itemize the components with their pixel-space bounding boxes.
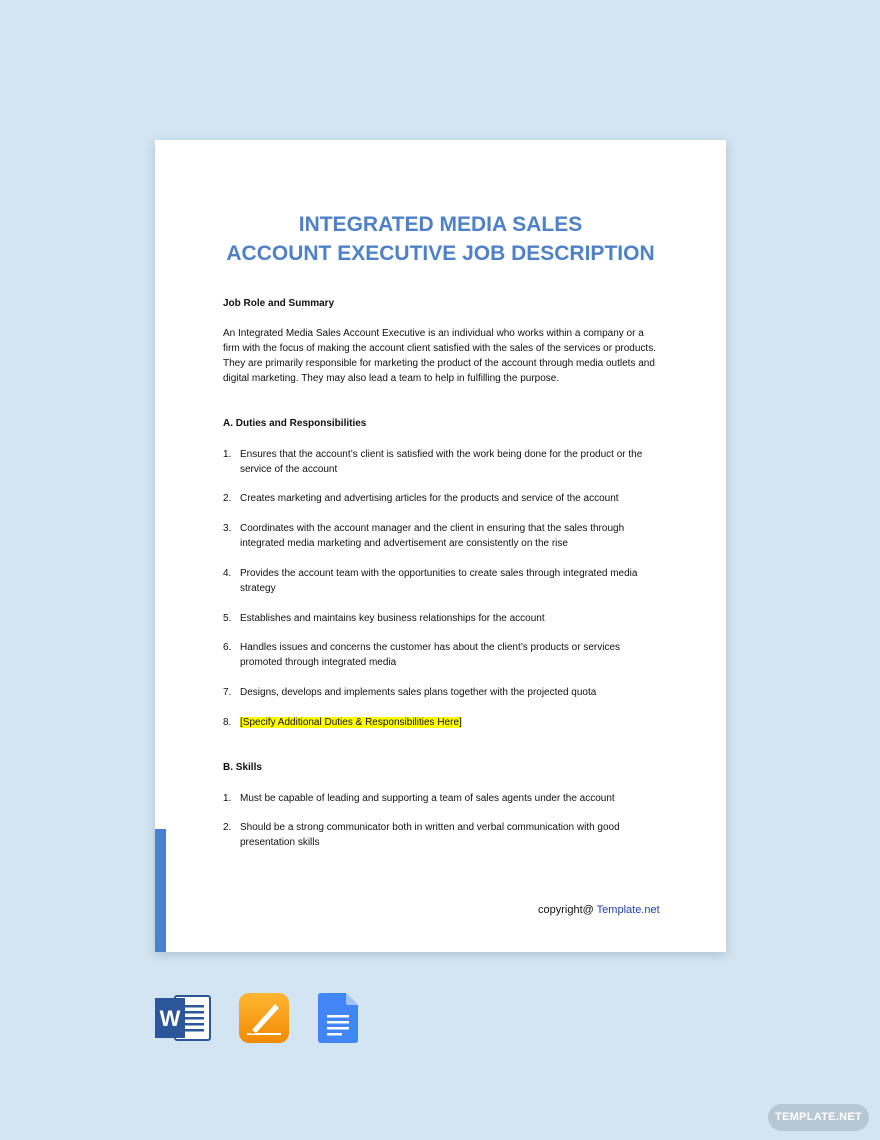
duty-text: Creates marketing and advertising articles for the products and service of the account	[240, 493, 619, 504]
copyright-notice	[538, 904, 660, 916]
template-net-badge[interactable]: TEMPLATE.NET	[768, 1104, 869, 1131]
duty-text: Designs, develops and implements sales plans together with the projected quota	[240, 687, 597, 698]
document-page	[155, 140, 726, 952]
document-title	[155, 210, 726, 268]
duty-number: 1.	[223, 449, 232, 460]
title-line-1: INTEGRATED MEDIA SALES	[298, 213, 583, 236]
duty-text: Coordinates with the account manager and the client in ensuring that the sales through integrated media marketing and advertisement are consistently on the rise	[240, 523, 625, 549]
duty-text: Handles issues and concerns the customer has about the client’s products or services promoted through integrated media	[240, 642, 621, 668]
skill-number: 1.	[223, 793, 232, 804]
template-net-link[interactable]: Template.net	[596, 904, 660, 916]
highlighted-placeholder-text: [Specify Additional Duties & Responsibilities Here]	[240, 717, 462, 728]
duty-number: 8.	[223, 717, 232, 728]
duty-text: Establishes and maintains key business relationships for the account	[240, 613, 545, 624]
duty-number: 3.	[223, 523, 232, 534]
duty-text: Provides the account team with the opportunities to create sales through integrated media strategy	[240, 568, 638, 594]
summary-heading: Job Role and Summary	[223, 298, 335, 309]
duty-number: 5.	[223, 613, 232, 624]
word-icon[interactable]	[155, 993, 211, 1048]
duties-heading: A. Duties and Responsibilities	[223, 418, 367, 429]
duty-text: Ensures that the account’s client is satisfied with the work being done for the product or the service of the account	[240, 449, 643, 475]
duty-number: 2.	[223, 493, 232, 504]
skill-text: Should be a strong communicator both in written and verbal communication with good presentation skills	[240, 822, 620, 848]
skill-text: Must be capable of leading and supporting a team of sales agents under the account	[240, 793, 615, 804]
summary-text: An Integrated Media Sales Account Executive is an individual who works within a company or a firm with the focus of making the account client satisfied with the sales of the services or products. They are primarily responsible for marketing the product of the account through media outlets and digital marketing. They may also lead a team to help in fulfilling the purpose.	[223, 328, 656, 384]
word-icon-letter: W	[159, 1006, 181, 1031]
title-line-2: ACCOUNT EXECUTIVE JOB DESCRIPTION	[226, 242, 655, 265]
duty-number: 7.	[223, 687, 232, 698]
skill-number: 2.	[223, 822, 232, 833]
duty-number: 6.	[223, 642, 232, 653]
pages-icon[interactable]	[239, 993, 289, 1048]
accent-bar-bottom-left	[155, 829, 166, 952]
copyright-prefix: copyright@	[538, 904, 597, 916]
docs-icon[interactable]	[318, 993, 358, 1048]
skills-heading: B. Skills	[223, 762, 262, 773]
duty-number: 4.	[223, 568, 232, 579]
